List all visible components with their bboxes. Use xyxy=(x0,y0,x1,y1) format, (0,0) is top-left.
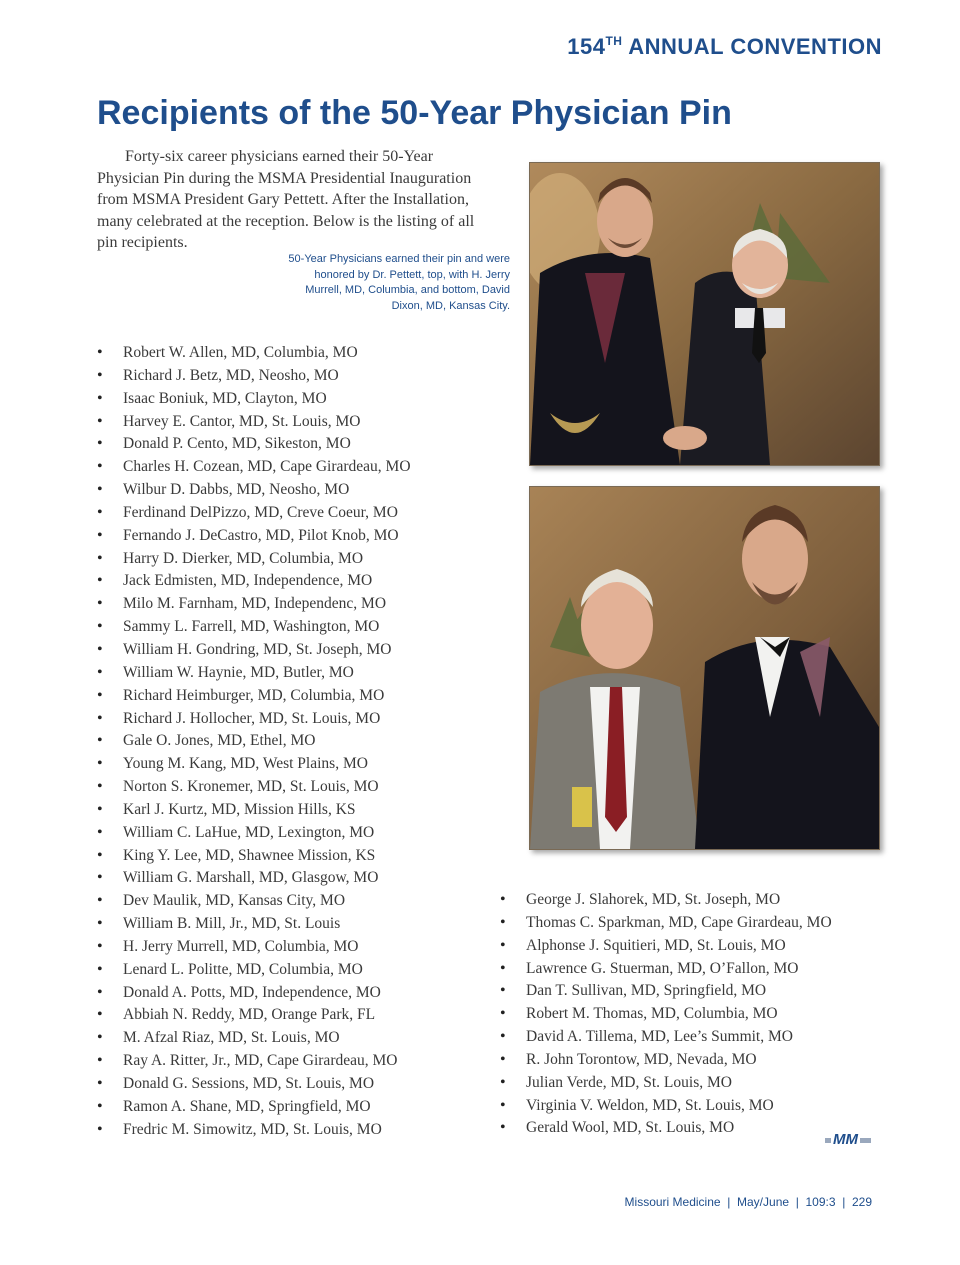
photo-bottom xyxy=(529,486,880,850)
list-item: • William G. Marshall, MD, Glasgow, MO xyxy=(97,867,411,890)
list-item: • William C. LaHue, MD, Lexington, MO xyxy=(97,822,411,845)
section-header xyxy=(567,34,882,60)
list-item: • M. Afzal Riaz, MD, St. Louis, MO xyxy=(97,1027,411,1050)
list-item: • Abbiah N. Reddy, MD, Orange Park, FL xyxy=(97,1004,411,1027)
list-item: • Lenard L. Politte, MD, Columbia, MO xyxy=(97,959,411,982)
header-number: 154 xyxy=(567,34,606,59)
list-item: • Donald P. Cento, MD, Sikeston, MO xyxy=(97,433,411,456)
list-item: • Dev Maulik, MD, Kansas City, MO xyxy=(97,890,411,913)
list-item: • Norton S. Kronemer, MD, St. Louis, MO xyxy=(97,776,411,799)
header-superscript: TH xyxy=(605,34,623,48)
list-item: • Julian Verde, MD, St. Louis, MO xyxy=(500,1072,832,1095)
list-item: • Harry D. Dierker, MD, Columbia, MO xyxy=(97,548,411,571)
list-item: • Richard J. Hollocher, MD, St. Louis, MO xyxy=(97,708,411,731)
list-item: • Young M. Kang, MD, West Plains, MO xyxy=(97,753,411,776)
header-rest: ANNUAL CONVENTION xyxy=(622,34,882,59)
list-item: • Gerald Wool, MD, St. Louis, MO xyxy=(500,1117,832,1140)
list-item: • Dan T. Sullivan, MD, Springfield, MO xyxy=(500,980,832,1003)
list-item: • Charles H. Cozean, MD, Cape Girardeau, MO xyxy=(97,456,411,479)
list-item: • Jack Edmisten, MD, Independence, MO xyxy=(97,570,411,593)
list-item: • Fernando J. DeCastro, MD, Pilot Knob, MO xyxy=(97,525,411,548)
list-item: • Ray A. Ritter, Jr., MD, Cape Girardeau, MO xyxy=(97,1050,411,1073)
list-item: • George J. Slahorek, MD, St. Joseph, MO xyxy=(500,889,832,912)
list-item: • Gale O. Jones, MD, Ethel, MO xyxy=(97,730,411,753)
list-item: • Lawrence G. Stuerman, MD, O’Fallon, MO xyxy=(500,958,832,981)
list-item: • Donald G. Sessions, MD, St. Louis, MO xyxy=(97,1073,411,1096)
list-item: • Milo M. Farnham, MD, Independenc, MO xyxy=(97,593,411,616)
list-item: • Karl J. Kurtz, MD, Mission Hills, KS xyxy=(97,799,411,822)
photo-top-image xyxy=(530,163,879,465)
list-item: • Alphonse J. Squitieri, MD, St. Louis, MO xyxy=(500,935,832,958)
list-item: • R. John Torontow, MD, Nevada, MO xyxy=(500,1049,832,1072)
mm-logo xyxy=(825,1131,871,1149)
photo-top xyxy=(529,162,880,466)
list-item: • William H. Gondring, MD, St. Joseph, MO xyxy=(97,639,411,662)
list-item: • King Y. Lee, MD, Shawnee Mission, KS xyxy=(97,845,411,868)
recipient-list-left xyxy=(97,342,411,1142)
list-item: • Robert W. Allen, MD, Columbia, MO xyxy=(97,342,411,365)
list-item: • William B. Mill, Jr., MD, St. Louis xyxy=(97,913,411,936)
list-item: • H. Jerry Murrell, MD, Columbia, MO xyxy=(97,936,411,959)
page-footer: Missouri Medicine | May/June | 109:3 | 229 xyxy=(624,1195,872,1209)
recipient-list-right xyxy=(500,889,832,1140)
list-item: • Donald A. Potts, MD, Independence, MO xyxy=(97,982,411,1005)
list-item: • Isaac Boniuk, MD, Clayton, MO xyxy=(97,388,411,411)
list-item: • Wilbur D. Dabbs, MD, Neosho, MO xyxy=(97,479,411,502)
list-item: • William W. Haynie, MD, Butler, MO xyxy=(97,662,411,685)
list-item: • Fredric M. Simowitz, MD, St. Louis, MO xyxy=(97,1119,411,1142)
list-item: • Richard J. Betz, MD, Neosho, MO xyxy=(97,365,411,388)
list-item: • David A. Tillema, MD, Lee’s Summit, MO xyxy=(500,1026,832,1049)
list-item: • Harvey E. Cantor, MD, St. Louis, MO xyxy=(97,411,411,434)
list-item: • Sammy L. Farrell, MD, Washington, MO xyxy=(97,616,411,639)
list-item: • Virginia V. Weldon, MD, St. Louis, MO xyxy=(500,1095,832,1118)
list-item: • Ramon A. Shane, MD, Springfield, MO xyxy=(97,1096,411,1119)
list-item: • Ferdinand DelPizzo, MD, Creve Coeur, MO xyxy=(97,502,411,525)
mm-logo-text: MM xyxy=(833,1131,858,1148)
list-item: • Richard Heimburger, MD, Columbia, MO xyxy=(97,685,411,708)
intro-paragraph: Forty-six career physicians earned their 50-Year Physician Pin during the MSMA Presidential Inauguration from MSMA President Gary Pettett. After the Installation, many celebrated at the reception. Below is the listing of all pin recipients. xyxy=(97,148,475,251)
list-item: • Robert M. Thomas, MD, Columbia, MO xyxy=(500,1003,832,1026)
photo-caption: 50-Year Physicians earned their pin and were honored by Dr. Pettett, top, with H. Jerry Murrell, MD, Columbia, and bottom, David Dixon, MD, Kansas City. xyxy=(288,253,510,312)
list-item: • Thomas C. Sparkman, MD, Cape Girardeau, MO xyxy=(500,912,832,935)
page-title: Recipients of the 50-Year Physician Pin xyxy=(97,94,732,132)
photo-bottom-image xyxy=(530,487,879,849)
